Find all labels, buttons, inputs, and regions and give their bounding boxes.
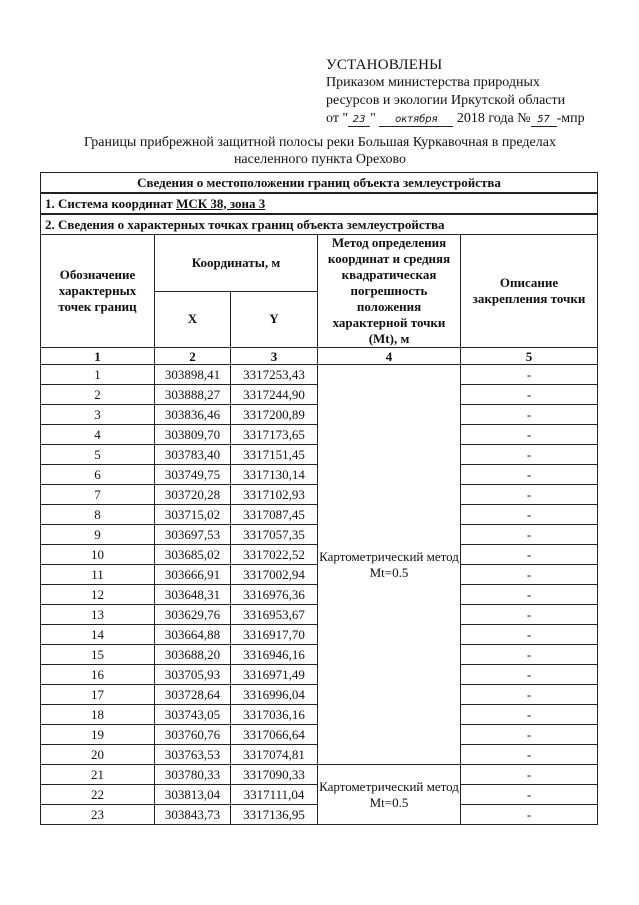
coord-y: 3317151,45 (231, 445, 318, 465)
point-number: 14 (41, 625, 155, 645)
coord-x: 303780,33 (155, 765, 231, 785)
coord-y: 3316946,16 (231, 645, 318, 665)
system-label: 1. Система координат (45, 195, 177, 211)
point-number: 5 (41, 445, 155, 465)
coord-y: 3317087,45 (231, 505, 318, 525)
point-description: - (461, 425, 598, 445)
point-description: - (461, 565, 598, 585)
point-number: 17 (41, 685, 155, 705)
point-number: 4 (41, 425, 155, 445)
point-number: 20 (41, 745, 155, 765)
coord-x: 303843,73 (155, 805, 231, 825)
coord-y: 3317090,33 (231, 765, 318, 785)
col-desc-header: Описание закрепления точки (461, 235, 598, 348)
coord-x: 303783,40 (155, 445, 231, 465)
section-header: Сведения о местоположении границ объекта землеустройства (41, 173, 598, 194)
coord-x: 303697,53 (155, 525, 231, 545)
point-description: - (461, 685, 598, 705)
col-num-3: 3 (231, 348, 318, 365)
coord-y: 3317074,81 (231, 745, 318, 765)
coord-x: 303685,02 (155, 545, 231, 565)
table-row (41, 765, 598, 785)
coord-y: 3317244,90 (231, 385, 318, 405)
coord-y: 3317022,52 (231, 545, 318, 565)
col-coords-header: Координаты, м (155, 235, 318, 292)
point-description: - (461, 665, 598, 685)
col-num-4: 4 (318, 348, 461, 365)
point-number: 13 (41, 605, 155, 625)
coord-x: 303760,76 (155, 725, 231, 745)
approval-date-line (326, 110, 616, 128)
points-header: 2. Сведения о характерных точках границ объекта землеустройства (41, 214, 598, 235)
order-suffix: -мпр (556, 111, 585, 126)
coord-y: 3317036,16 (231, 705, 318, 725)
system-value: МСК 38, зона 3 (176, 195, 266, 211)
point-number: 6 (41, 465, 155, 485)
coord-y: 3317173,65 (231, 425, 318, 445)
coord-x: 303898,41 (155, 365, 231, 385)
approval-heading: УСТАНОВЛЕНЫ (326, 57, 443, 73)
coord-y: 3317130,14 (231, 465, 318, 485)
points-header-row (41, 214, 598, 235)
point-number: 11 (41, 565, 155, 585)
date-month: октября (379, 114, 453, 127)
coord-x: 303813,04 (155, 785, 231, 805)
coord-y: 3317136,95 (231, 805, 318, 825)
point-description: - (461, 365, 598, 385)
point-number: 16 (41, 665, 155, 685)
coord-x: 303664,88 (155, 625, 231, 645)
coord-x: 303666,91 (155, 565, 231, 585)
method-cell: Картометрический метод Mt=0.5 (318, 365, 461, 765)
point-description: - (461, 745, 598, 765)
coord-y: 3317200,89 (231, 405, 318, 425)
coord-y: 3317253,43 (231, 365, 318, 385)
col-method-header: Метод определения координат и средняя квадратическая погрешность положения характерной точки (Mt), м (318, 235, 461, 348)
point-number: 12 (41, 585, 155, 605)
title-line1: Границы прибрежной защитной полосы реки Большая Куркавочная в пределах (84, 135, 556, 150)
point-number: 15 (41, 645, 155, 665)
point-description: - (461, 765, 598, 785)
point-description: - (461, 445, 598, 465)
coord-y: 3316953,67 (231, 605, 318, 625)
coord-y: 3316971,49 (231, 665, 318, 685)
title-line2: населенного пункта Орехово (233, 152, 407, 167)
point-number: 7 (41, 485, 155, 505)
col-x-header: X (155, 291, 231, 348)
system-row (41, 193, 598, 214)
point-description: - (461, 385, 598, 405)
coord-x: 303836,46 (155, 405, 231, 425)
coord-x: 303749,75 (155, 465, 231, 485)
coord-x: 303728,64 (155, 685, 231, 705)
point-number: 21 (41, 765, 155, 785)
point-number: 8 (41, 505, 155, 525)
point-number: 2 (41, 385, 155, 405)
coord-y: 3317102,93 (231, 485, 318, 505)
coordinate-system (41, 193, 598, 214)
point-number: 19 (41, 725, 155, 745)
col-num-2: 2 (155, 348, 231, 365)
point-number: 1 (41, 365, 155, 385)
point-number: 18 (41, 705, 155, 725)
point-description: - (461, 605, 598, 625)
approval-block (326, 56, 616, 128)
point-number: 9 (41, 525, 155, 545)
point-description: - (461, 405, 598, 425)
point-description: - (461, 725, 598, 745)
point-description: - (461, 785, 598, 805)
point-description: - (461, 505, 598, 525)
col-point-header: Обозначение характерных точек границ (41, 235, 155, 348)
coord-y: 3317066,64 (231, 725, 318, 745)
section-header-row (41, 173, 598, 194)
approval-order-line2: ресурсов и экологии Иркутской области (326, 93, 566, 108)
coord-x: 303763,53 (155, 745, 231, 765)
coord-y: 3316917,70 (231, 625, 318, 645)
approval-order-line1: Приказом министерства природных (326, 75, 540, 90)
coord-x: 303688,20 (155, 645, 231, 665)
coord-x: 303720,28 (155, 485, 231, 505)
col-num-5: 5 (461, 348, 598, 365)
column-header-row (41, 235, 598, 292)
column-numbers-row (41, 348, 598, 365)
point-number: 22 (41, 785, 155, 805)
coord-x: 303629,76 (155, 605, 231, 625)
method-cell: Картометрический метод Mt=0.5 (318, 765, 461, 825)
col-y-header: Y (231, 291, 318, 348)
date-sep: " (370, 111, 376, 126)
document-title (40, 134, 600, 168)
point-description: - (461, 585, 598, 605)
point-description: - (461, 705, 598, 725)
coord-x: 303809,70 (155, 425, 231, 445)
coord-y: 3317002,94 (231, 565, 318, 585)
point-number: 23 (41, 805, 155, 825)
coord-y: 3316976,36 (231, 585, 318, 605)
point-description: - (461, 525, 598, 545)
coord-x: 303743,05 (155, 705, 231, 725)
point-description: - (461, 485, 598, 505)
point-description: - (461, 805, 598, 825)
date-day: 23 (348, 114, 370, 127)
point-description: - (461, 645, 598, 665)
coord-x: 303888,27 (155, 385, 231, 405)
date-year: 2018 года № (456, 111, 531, 126)
coord-y: 3316996,04 (231, 685, 318, 705)
coord-x: 303648,31 (155, 585, 231, 605)
point-description: - (461, 625, 598, 645)
coord-y: 3317057,35 (231, 525, 318, 545)
order-number: 57 (531, 114, 557, 127)
coordinates-table (40, 172, 598, 825)
coord-y: 3317111,04 (231, 785, 318, 805)
coord-x: 303715,02 (155, 505, 231, 525)
point-description: - (461, 545, 598, 565)
col-num-1: 1 (41, 348, 155, 365)
coord-x: 303705,93 (155, 665, 231, 685)
table-row (41, 365, 598, 385)
point-description: - (461, 465, 598, 485)
point-number: 10 (41, 545, 155, 565)
date-prefix: от " (326, 111, 349, 126)
point-number: 3 (41, 405, 155, 425)
